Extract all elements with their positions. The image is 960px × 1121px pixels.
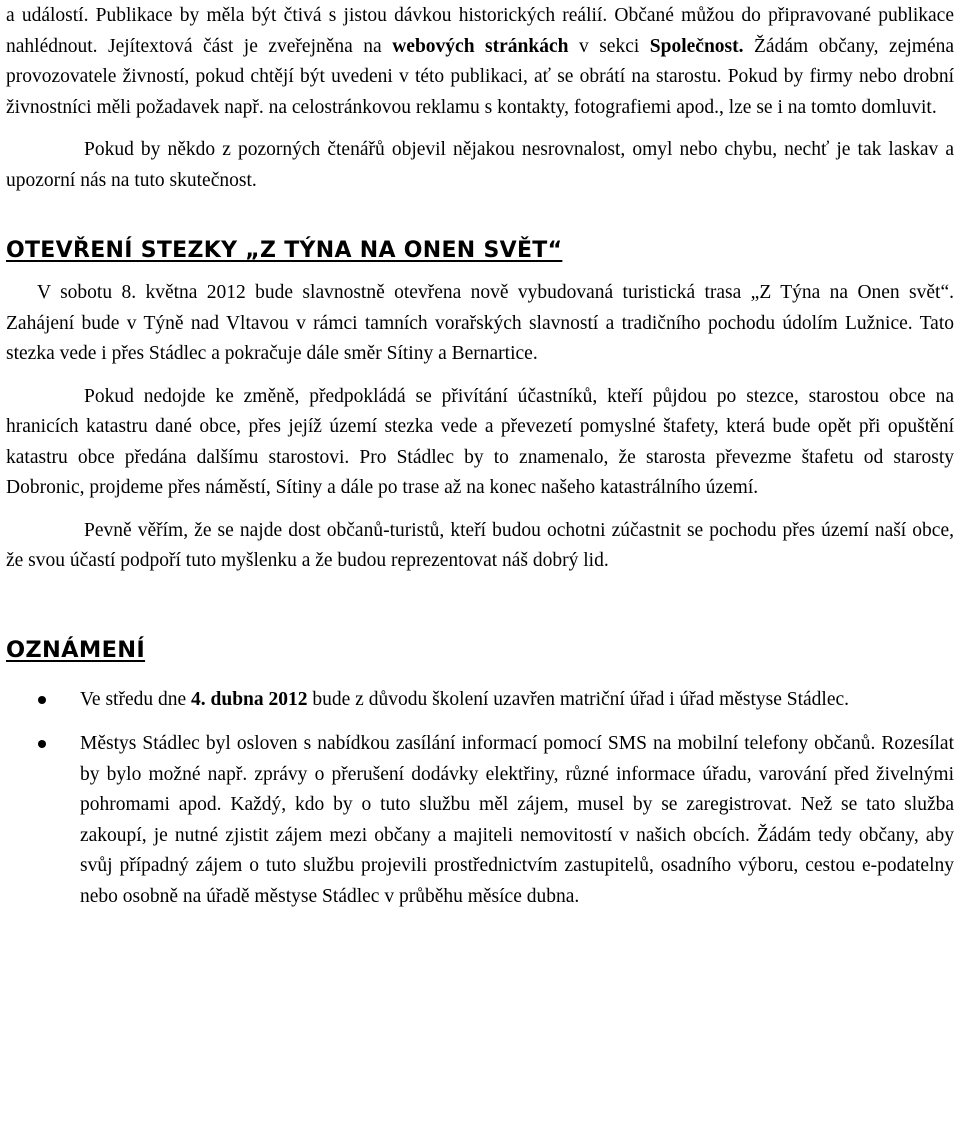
- paragraph-text: v sekci: [568, 35, 650, 57]
- paragraph-stafeta: Pokud nedojde ke změně, předpokládá se přivítání účastníků, kteří půjdou po stezce, starostou obce na hranicích katastru dané obce, přes jejíž území stezka vede a převezetí pomyslné štafety, která bude opět při opuštění katastru obce předána dalšímu starostovi. Pro Stádlec by to znamenalo, že starosta převezme štafetu od starosty Dobronic, projdeme přes náměstí, Sítiny a dále po trase až na konec našeho katastrálního území.: [6, 385, 954, 498]
- paragraph-turiste: Pevně věřím, že se najde dost občanů-turistů, kteří budou ochotni zúčastnit se pochodu přes území naší obce, že svou účastí podpoří tuto myšlenku a že budou reprezentovat náš dobrý lid.: [6, 519, 954, 571]
- list-item-text: bude z důvodu školení uzavřen matriční úřad i úřad městyse Stádlec.: [307, 688, 850, 710]
- document-page: [6, 0, 954, 912]
- paragraph-chyby: Pokud by někdo z pozorných čtenářů objevil nějakou nesrovnalost, omyl nebo chybu, nechť je tak laskav a upozorní nás na tuto skutečnost.: [6, 139, 954, 191]
- paragraph-text: Žádám občany, zejména provozovatele živností, pokud chtějí být uvedeni v této publikaci, ať se obrátí na starostu. Pokud by firmy nebo drobní živnostníci měli požadavek např. na celostránkovou reklamu s kontakty, fotografiemi apod., lze se i na tomto domluvit.: [6, 35, 955, 118]
- list-item-text: Ve středu dne: [80, 688, 192, 710]
- heading-oznameni: OZNÁMENÍ: [6, 636, 146, 663]
- bullet-icon: [38, 696, 46, 704]
- list-item-text: Městys Stádlec byl osloven s nabídkou zasílání informací pomocí SMS na mobilní telefony občanů. Rozesílat by bylo možné např. zprávy o přerušení dodávky elektřiny, různé informace úřadu, varování před živelnými pohromami apod. Každý, kdo by o tuto službu měl zájem, musel by se zaregistrovat. Než se tato služba zakoupí, je nutné zjistit zájem mezi občany a majiteli nemovitostí v našich obcích. Žádám tedy občany, aby svůj případný zájem o tuto službu projevili prostřednictvím zastupitelů, osadního výboru, cestou e-podatelny nebo osobně na úřadě městyse Stádlec v průběhu měsíce dubna.: [80, 733, 954, 907]
- bullet-icon: [38, 740, 46, 748]
- heading-oteveni-stezky: OTEVŘENÍ STEZKY „Z TÝNA NA ONEN SVĚT“: [6, 238, 563, 263]
- announcement-list: [6, 685, 954, 913]
- paragraph-text: a událostí. Publikace by měla být čtivá s jistou dávkou historických reálií. Občané můžou do připravované publikace nahlédnout. Jejítextová část je zveřejněna na: [6, 5, 954, 57]
- bold-text-spolecnost: Společnost.: [649, 35, 744, 57]
- paragraph-publikace: [6, 1, 954, 123]
- list-item: [6, 685, 954, 716]
- paragraph-sobota: V sobotu 8. května 2012 bude slavnostně otevřena nově vybudovaná turistická trasa „Z Týna na Onen svět“. Zahájení bude v Týně nad Vltavou v rámci tamních vorařských slavností a tradičního pochodu údolím Lužnice. Tato stezka vede i přes Stádlec a pokračuje dále směr Sítiny a Bernartice.: [6, 282, 954, 364]
- bold-text-webove-stranky: webových stránkách: [392, 35, 569, 57]
- list-item: [6, 729, 954, 912]
- bold-text-datum: 4. dubna 2012: [191, 688, 308, 710]
